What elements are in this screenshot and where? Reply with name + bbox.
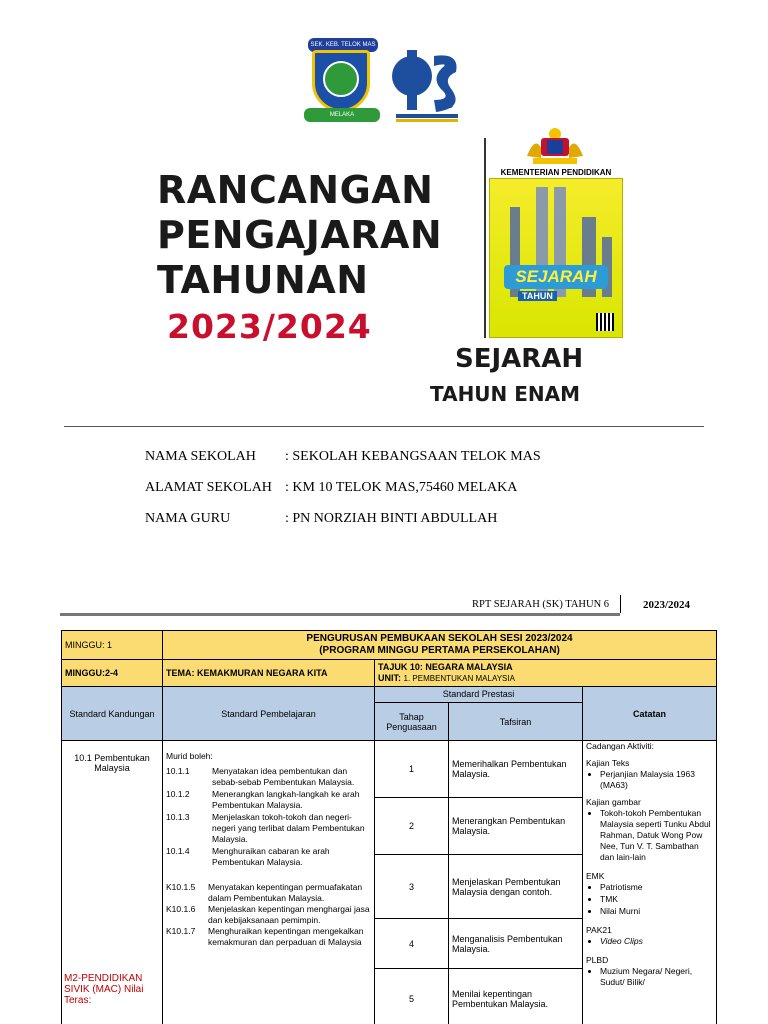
tafsiran-cell: Menerangkan Pembentukan Malaysia. [449, 798, 583, 855]
tp-cell: 3 [375, 855, 449, 919]
list-item: K10.1.5 Menyatakan kepentingan permuafakatan dalam Pembentukan Malaysia. [166, 882, 363, 903]
list-item: • Video Clips [600, 936, 713, 947]
row1-title-cell [163, 631, 717, 660]
unit-label: UNIT: [378, 673, 404, 683]
tp-cell: 1 [375, 741, 449, 798]
sp-cell [163, 741, 375, 1024]
list-item: • Nilai Murni [600, 906, 713, 917]
book-subject-label: SEJARAH [504, 265, 608, 289]
page-header [60, 595, 715, 615]
header-catatan: Catatan [583, 687, 717, 741]
info-value: : SEKOLAH KEBANGSAAN TELOK MAS [285, 449, 541, 464]
table-header-row [62, 687, 717, 703]
qr-code-icon [596, 313, 614, 331]
cover-year: 2023/2024 [167, 307, 372, 346]
table-row [62, 741, 717, 798]
info-row-address [145, 480, 517, 496]
sk-red-note: M2-PENDIDIKAN SIVIK (MAC) Nilai Teras: [64, 973, 144, 1006]
catatan-pak21: PAK21 [586, 925, 612, 935]
title-line-1: RANCANGAN [157, 168, 434, 212]
list-item: • Tokoh-tokoh Pembentukan Malaysia seperti Tunku Abdul Rahman, Datuk Wong Pow Nee, Tun V. T. Sambathan dan lain-lain [600, 808, 713, 863]
sk-cell [62, 741, 163, 1024]
rpt-table [61, 630, 717, 1024]
list-item: • Muzium Negara/ Negeri, Sudut/ Bilik/ [600, 966, 713, 988]
sk-text: 10.1 Pembentukan Malaysia [74, 753, 150, 773]
catatan-kajian-gambar: Kajian gambar [586, 797, 641, 807]
page-header-year: 2023/2024 [643, 599, 691, 611]
cover-divider [484, 138, 486, 338]
header-sp: Standard Pembelajaran [163, 687, 375, 741]
title-line-3: TAHUNAN [157, 258, 369, 302]
minggu-1-cell: MINGGU: 1 [62, 631, 163, 660]
row1-subtitle: (PROGRAM MINGGU PERTAMA PERSEKOLAHAN) [319, 645, 560, 656]
list-item: 10.1.1 Menyatakan idea pembentukan dan sebab-sebab Pembentukan Malaysia. [166, 766, 355, 787]
ts25-logo [390, 42, 464, 124]
school-crest-logo [300, 38, 382, 130]
info-label: NAMA SEKOLAH [145, 449, 256, 464]
tajuk-text: TAJUK 10: NEGARA MALAYSIA [378, 662, 513, 672]
catatan-heading: Cadangan Aktiviti: [586, 741, 655, 751]
tema-cell: TEMA: KEMAKMURAN NEGARA KITA [163, 660, 375, 687]
tp-cell: 4 [375, 919, 449, 969]
book-cover-art [489, 178, 623, 338]
list-item: • TMK [600, 894, 713, 905]
list-item: K10.1.6 Menjelaskan kepentingan menghargai jasa dan kebijaksanaan pemimpin. [166, 904, 370, 925]
tp-cell: 5 [375, 969, 449, 1024]
ts25-number: 25 [442, 100, 454, 111]
coat-of-arms-icon [519, 126, 591, 166]
tafsiran-cell: Menilai kepentingan Pembentukan Malaysia. [449, 969, 583, 1024]
tafsiran-cell: Memerihalkan Pembentukan Malaysia. [449, 741, 583, 798]
list-item: K10.1.7 Menghuraikan kepentingan mengekalkan kemakmuran dan perpaduan di Malaysia [166, 926, 364, 947]
info-label: ALAMAT SEKOLAH [145, 480, 272, 495]
list-item: • Patriotisme [600, 882, 713, 893]
table-row [62, 631, 717, 660]
header-prestasi: Standard Prestasi [375, 687, 583, 703]
tajuk-cell [375, 660, 717, 687]
catatan-kajian-teks: Kajian Teks [586, 758, 630, 768]
cover-title [157, 168, 442, 346]
catatan-cell [583, 741, 717, 1024]
row1-title: PENGURUSAN PEMBUKAAN SEKOLAH SESI 2023/2024 [306, 633, 573, 644]
sp-intro: Murid boleh: [166, 751, 213, 761]
info-value: : KM 10 TELOK MAS,75460 MELAKA [285, 480, 518, 495]
tp-cell: 2 [375, 798, 449, 855]
catatan-plbd: PLBD [586, 955, 609, 965]
textbook-cover-image [487, 126, 625, 338]
subject-year: TAHUN ENAM [430, 382, 581, 406]
tafsiran-cell: Menganalisis Pembentukan Malaysia. [449, 919, 583, 969]
list-item: 10.1.4 Menghuraikan cabaran ke arah Pembentukan Malaysia. [166, 846, 330, 867]
list-item: • Perjanjian Malaysia 1963 (MA63) [600, 769, 713, 791]
book-ministry-label: KEMENTERIAN PENDIDIKAN [500, 168, 612, 177]
header-logos [300, 38, 470, 130]
unit-value: 1. PEMBENTUKAN MALAYSIA [403, 674, 515, 683]
page-header-doc: RPT SEJARAH (SK) TAHUN 6 [472, 599, 610, 610]
header-tahap: Tahap Penguasaan [375, 703, 449, 741]
crest-shield [312, 50, 370, 112]
info-label: NAMA GURU [145, 511, 231, 526]
section-divider [64, 426, 704, 427]
header-sk: Standard Kandungan [62, 687, 163, 741]
info-row-school [145, 449, 541, 465]
title-line-2: PENGAJARAN [157, 213, 443, 257]
tafsiran-cell: Menjelaskan Pembentukan Malaysia dengan contoh. [449, 855, 583, 919]
subject-title: SEJARAH [455, 344, 584, 374]
catatan-emk: EMK [586, 871, 605, 881]
info-row-teacher [145, 511, 497, 527]
crest-bottom-ribbon: MELAKA [304, 108, 380, 122]
minggu-2-4-cell: MINGGU:2-4 [62, 660, 163, 687]
table-row [62, 660, 717, 687]
book-tahun-label: TAHUN [518, 291, 557, 301]
list-item: 10.1.3 Menjelaskan tokoh-tokoh dan negeri-negeri yang terlibat dalam Pembentukan Malaysia. [166, 812, 365, 844]
crest-top-ribbon: SEK. KEB. TELOK MAS [308, 38, 378, 52]
header-tafsiran: Tafsiran [449, 703, 583, 741]
list-item: 10.1.2 Menerangkan langkah-langkah ke arah Pembentukan Malaysia. [166, 789, 360, 810]
info-value: : PN NORZIAH BINTI ABDULLAH [285, 511, 498, 526]
